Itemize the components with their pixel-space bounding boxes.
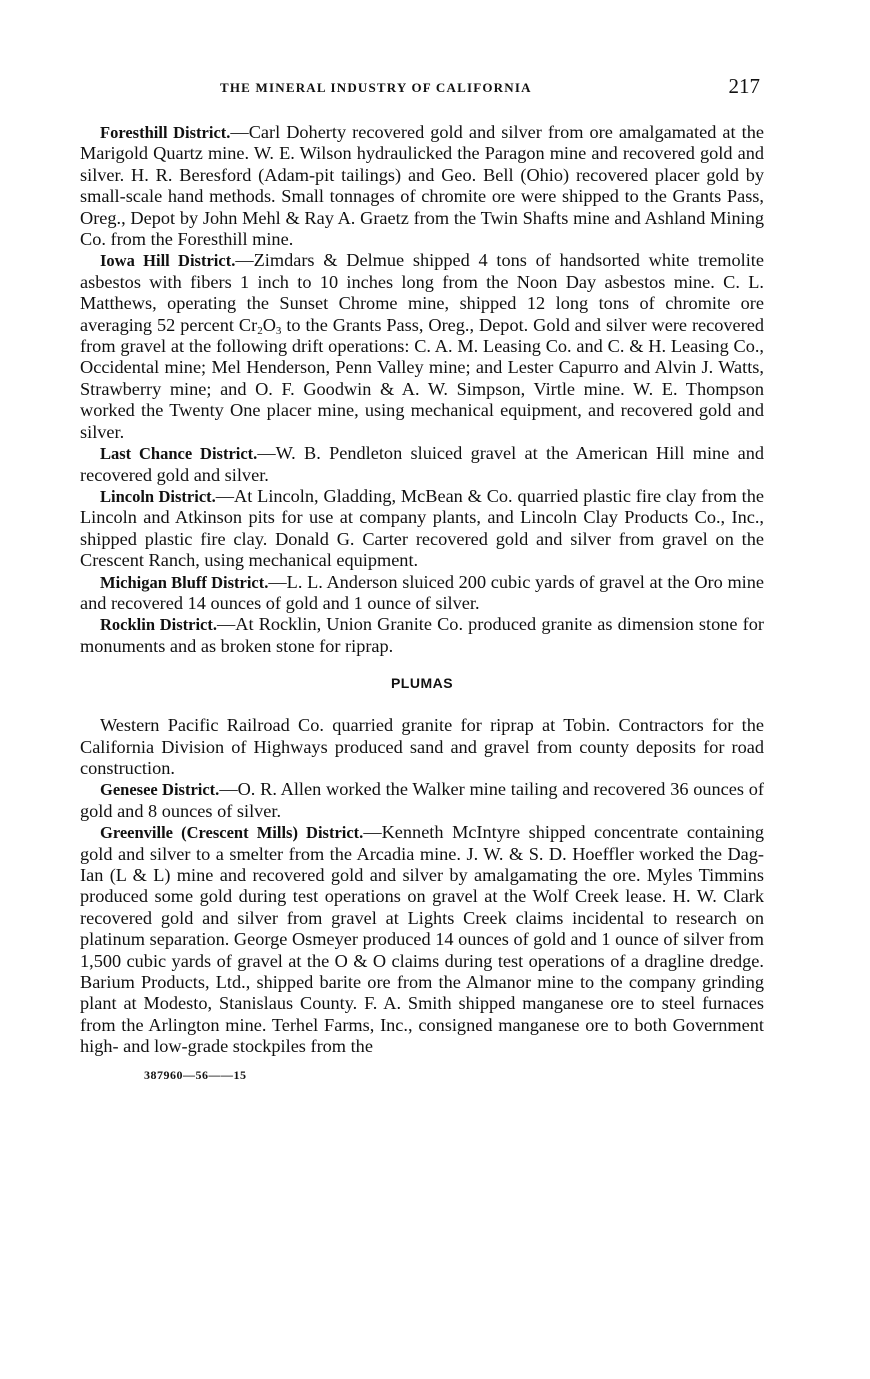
formula-subscript: 2 — [257, 324, 263, 337]
paragraph-text: —O. R. Allen worked the Walker mine tailing and recovered 36 ounces of gold and 8 ounces of silver. — [80, 779, 764, 821]
paragraph-text: —At Rocklin, Union Granite Co. produced granite as dimension stone for monuments and as broken stone for riprap. — [80, 614, 764, 656]
body-text — [80, 122, 764, 1058]
section-title: PLUMAS — [390, 675, 454, 692]
paragraph-greenville — [80, 822, 764, 1057]
paragraph-text: —W. B. Pendleton sluiced gravel at the American Hill mine and recovered gold and silver. — [80, 443, 764, 485]
formula-element: O — [262, 314, 276, 335]
formula-element: Cr — [238, 314, 258, 335]
paragraph-lincoln — [80, 486, 764, 572]
paragraph-text: —Kenneth McIntyre shipped concentrate containing gold and silver to a smelter from the Arcadia mine. J. W. & S. D. Hoeffler worked the Dag-Ian (L & L) mine and recovered gold and silver by amalgamating the ore. Myles Timmins produced some gold during test operations on gravel at the Wolf Creek lease. H. W. Clark recovered gold and silver from gravel at Lights Creek claims incidental to research on platinum separation. George Osmeyer produced 14 ounces of gold and 1 ounce of silver from 1,500 cubic yards of gravel at the O & O claims during test operations of a dragline dredge. Barium Products, Ltd., shipped barite ore from the Almanor mine to the company grinding plant at Modesto, Stanislaus County. F. A. Smith shipped manganese ore to steel furnaces from the Arlington mine. Terhel Farms, Inc., consigned manganese ore to both Government high- and low-grade stockpiles from the — [80, 822, 764, 1057]
district-heading: Genesee District. — [100, 780, 220, 800]
paragraph-text: Western Pacific Railroad Co. quarried granite for riprap at Tobin. Contractors for the California Division of Highways produced sand and gravel from county deposits for road construction. — [80, 715, 764, 778]
formula-subscript: 3 — [275, 324, 282, 337]
chemical-formula — [239, 315, 281, 335]
running-head: THE MINERAL INDUSTRY OF CALIFORNIA — [220, 80, 532, 95]
paragraph-text: —At Lincoln, Gladding, McBean & Co. quarried plastic fire clay from the Lincoln and Atkinson pits for use at company plants, and Lincoln Clay Products Co., Inc., shipped plastic fire clay. Donald G. Carter recovered gold and silver from gravel on the Crescent Ranch, using mechanical equipment. — [80, 485, 764, 571]
paragraph-iowa-hill — [80, 250, 764, 443]
district-heading: Rocklin District. — [100, 615, 217, 635]
document-page — [80, 74, 764, 1083]
district-heading: Greenville (Crescent Mills) District. — [100, 823, 364, 843]
paragraph-text: —L. L. Anderson sluiced 200 cubic yards of gravel at the Oro mine and recovered 14 ounces of gold and 1 ounce of silver. — [80, 571, 764, 613]
paragraph-rocklin — [80, 614, 764, 657]
print-code-footer: 387960—56——15 — [144, 1067, 247, 1082]
paragraph-genesee — [80, 779, 764, 822]
paragraph-foresthill — [80, 122, 764, 250]
district-heading: Lincoln District. — [100, 486, 216, 506]
paragraph-text: —Zimdars & Delmue shipped 4 tons of handsorted white tremolite asbestos with fibers 1 inch to 10 inches long from the Noon Day asbestos mine. C. L. Matthews, operating the Sunset Chrome mine, shipped 12 long tons of chromite ore averaging 52 percent — [80, 250, 764, 335]
district-heading: Foresthill District. — [100, 123, 231, 142]
page-number: 217 — [728, 74, 760, 98]
page-header — [80, 74, 764, 104]
paragraph-text: —Carl Doherty recovered gold and silver from ore amalgamated at the Marigold Quartz mine. W. E. Wilson hydraulicked the Paragon mine and recovered gold and silver. H. R. Beresford (Adam-pit tailings) and Geo. Bell (Ohio) recovered placer gold by small-scale hand methods. Small tonnages of chromite ore were shipped to the Grants Pass, Oreg., Depot by John Mehl & Ray A. Graetz from the Twin Shafts mine and Ashland Mining Co. from the Foresthill mine. — [80, 122, 764, 250]
paragraph-text: to the Grants Pass, Oreg., Depot. Gold and silver were recovered from gravel at the following drift operations: C. A. M. Leasing Co. and C. & H. Leasing Co., Occidental mine; Mel Henderson, Penn Valley mine; and Lester Capurro and Alvin J. Watts, Strawberry mine; and O. F. Goodwin & A. W. Simpson, Virtle mine. W. E. Thompson worked the Twenty One placer mine, using mechanical equipment, and recovered gold and silver. — [80, 314, 764, 442]
district-heading: Iowa Hill District. — [100, 251, 236, 271]
paragraph-plumas-intro — [80, 715, 764, 779]
paragraph-last-chance — [80, 443, 764, 486]
district-heading: Last Chance District. — [100, 444, 258, 464]
district-heading: Michigan Bluff District. — [100, 572, 269, 592]
paragraph-michigan-bluff — [80, 572, 764, 615]
